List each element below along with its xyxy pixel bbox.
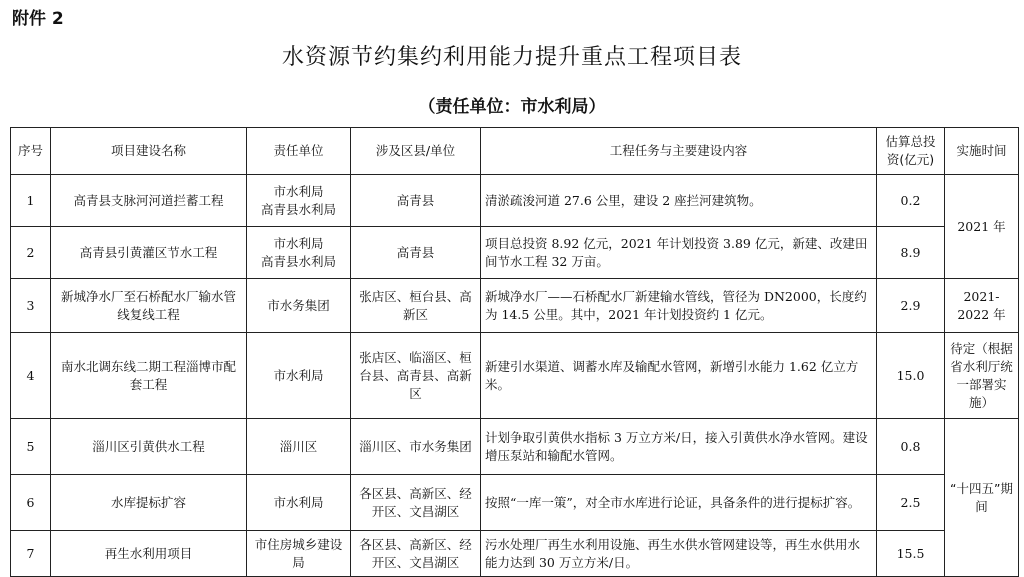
row-invest: 15.0 — [877, 333, 945, 419]
row-no: 6 — [11, 475, 51, 531]
row-name: 高青县引黄灌区节水工程 — [51, 227, 247, 279]
row-invest: 8.9 — [877, 227, 945, 279]
row-content: 计划争取引黄供水指标 3 万立方米/日，接入引黄供水净水管网。建设增压泵站和输配水管网。 — [481, 419, 877, 475]
table-row — [11, 333, 1019, 419]
row-name: 新城净水厂至石桥配水厂输水管线复线工程 — [51, 279, 247, 333]
attachment-label: 附件 2 — [12, 9, 64, 29]
table-row — [11, 531, 1019, 577]
row-unit: 市水利局 — [247, 475, 351, 531]
project-table — [10, 127, 1019, 577]
row-name: 南水北调东线二期工程淄博市配套工程 — [51, 333, 247, 419]
row-content: 污水处理厂再生水利用设施、再生水供水管网建设等，再生水供用水能力达到 30 万立方米/日。 — [481, 531, 877, 577]
row-no: 7 — [11, 531, 51, 577]
row-area: 各区县、高新区、经开区、文昌湖区 — [351, 531, 481, 577]
header-time: 实施时间 — [945, 128, 1019, 175]
row-content: 按照“一库一策”，对全市水库进行论证，具备条件的进行提标扩容。 — [481, 475, 877, 531]
row-no: 5 — [11, 419, 51, 475]
header-unit: 责任单位 — [247, 128, 351, 175]
row-area: 张店区、桓台县、高新区 — [351, 279, 481, 333]
row-unit: 淄川区 — [247, 419, 351, 475]
row-unit: 市水利局 高青县水利局 — [247, 227, 351, 279]
row-unit: 市水务集团 — [247, 279, 351, 333]
row-time: 待定（根据省水利厅统一部署实施） — [945, 333, 1019, 419]
header-no: 序号 — [11, 128, 51, 175]
row-invest: 2.5 — [877, 475, 945, 531]
page-title: 水资源节约集约利用能力提升重点工程项目表 — [281, 45, 742, 70]
table-row — [11, 279, 1019, 333]
header-content: 工程任务与主要建设内容 — [481, 128, 877, 175]
row-content: 新城净水厂——石桥配水厂新建输水管线，管径为 DN2000，长度约为 14.5 公里。其中，2021 年计划投资约 1 亿元。 — [481, 279, 877, 333]
row-time: “十四五”期间 — [945, 419, 1019, 577]
row-area: 张店区、临淄区、桓台县、高青县、高新区 — [351, 333, 481, 419]
page-subtitle: （责任单位：市水利局） — [418, 97, 606, 117]
table-header-row — [11, 128, 1019, 175]
row-area: 各区县、高新区、经开区、文昌湖区 — [351, 475, 481, 531]
row-no: 4 — [11, 333, 51, 419]
row-area: 高青县 — [351, 227, 481, 279]
row-content: 项目总投资 8.92 亿元，2021 年计划投资 3.89 亿元，新建、改建田间节水工程 32 万亩。 — [481, 227, 877, 279]
row-no: 2 — [11, 227, 51, 279]
row-name: 水库提标扩容 — [51, 475, 247, 531]
row-unit: 市水利局 高青县水利局 — [247, 175, 351, 227]
row-invest: 15.5 — [877, 531, 945, 577]
table-row — [11, 227, 1019, 279]
header-name: 项目建设名称 — [51, 128, 247, 175]
table-row — [11, 475, 1019, 531]
row-area: 淄川区、市水务集团 — [351, 419, 481, 475]
row-content: 清淤疏浚河道 27.6 公里，建设 2 座拦河建筑物。 — [481, 175, 877, 227]
row-name: 再生水利用项目 — [51, 531, 247, 577]
row-invest: 2.9 — [877, 279, 945, 333]
table-row — [11, 175, 1019, 227]
row-content: 新建引水渠道、调蓄水库及输配水管网，新增引水能力 1.62 亿立方米。 — [481, 333, 877, 419]
row-name: 高青县支脉河河道拦蓄工程 — [51, 175, 247, 227]
row-invest: 0.8 — [877, 419, 945, 475]
row-no: 3 — [11, 279, 51, 333]
header-area: 涉及区县/单位 — [351, 128, 481, 175]
row-invest: 0.2 — [877, 175, 945, 227]
row-unit: 市住房城乡建设局 — [247, 531, 351, 577]
row-time: 2021 年 — [945, 175, 1019, 279]
row-area: 高青县 — [351, 175, 481, 227]
row-unit: 市水利局 — [247, 333, 351, 419]
row-no: 1 — [11, 175, 51, 227]
row-time: 2021-2022 年 — [945, 279, 1019, 333]
table-row — [11, 419, 1019, 475]
header-invest: 估算总投资(亿元) — [877, 128, 945, 175]
row-name: 淄川区引黄供水工程 — [51, 419, 247, 475]
